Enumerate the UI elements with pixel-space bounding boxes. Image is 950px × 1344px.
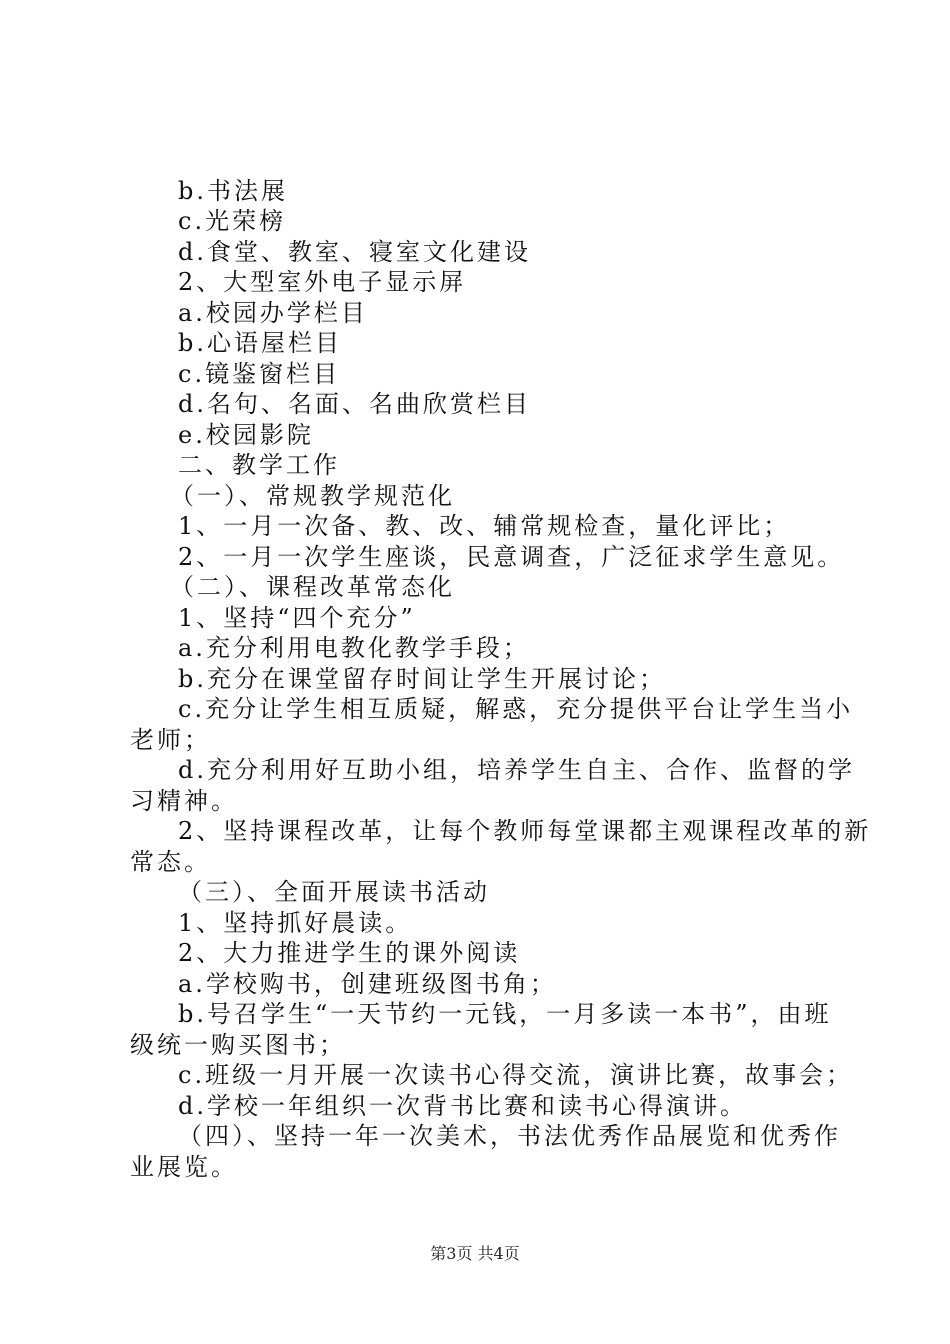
text-line: 常态。 — [130, 848, 211, 876]
text-line: e.校园影院 — [178, 421, 314, 449]
text-line: d.名句、名面、名曲欣赏栏目 — [178, 390, 531, 418]
text-line: 1、一月一次备、教、改、辅常规检查，量化评比； — [178, 512, 791, 540]
text-line: c.光荣榜 — [178, 207, 287, 235]
text-line: 1、坚持抓好晨读。 — [178, 909, 413, 937]
text-line: b.心语屋栏目 — [178, 329, 342, 357]
text-line: a.充分利用电教化教学手段； — [178, 634, 530, 662]
text-line: a.学校购书，创建班级图书角； — [178, 970, 557, 998]
text-line: d.充分利用好互助小组，培养学生自主、合作、监督的学 — [178, 756, 855, 784]
subsection-heading: （三）、全面开展读书活动 — [178, 878, 490, 906]
text-line: 2、大力推进学生的课外阅读 — [178, 939, 521, 967]
page-number-footer: 第3页 共4页 — [430, 1244, 520, 1263]
text-line: 习精神。 — [130, 787, 238, 815]
text-line: 2、大型室外电子显示屏 — [178, 268, 467, 296]
text-line: d.食堂、教室、寝室文化建设 — [178, 238, 531, 266]
text-line: b.书法展 — [178, 177, 288, 205]
subsection-heading: （四）、坚持一年一次美术，书法优秀作品展览和优秀作 — [178, 1122, 841, 1150]
text-line: 2、一月一次学生座谈，民意调查，广泛征求学生意见。 — [178, 543, 845, 571]
subsection-heading: （一）、常规教学规范化 — [170, 482, 455, 510]
text-line: 级统一购买图书； — [130, 1031, 346, 1059]
section-heading: 二、教学工作 — [178, 451, 340, 479]
text-line: 老师； — [130, 726, 211, 754]
text-line: d.学校一年组织一次背书比赛和读书心得演讲。 — [178, 1092, 747, 1120]
text-line: a.校园办学栏目 — [178, 299, 368, 327]
text-line: c.班级一月开展一次读书心得交流，演讲比赛，故事会； — [178, 1061, 854, 1089]
text-line: b.号召学生“一天节约一元钱，一月多读一本书”，由班 — [178, 1000, 832, 1028]
text-line: c.充分让学生相互质疑，解惑，充分提供平台让学生当小 — [178, 695, 854, 723]
text-line: 业展览。 — [130, 1153, 238, 1181]
text-line: 2、坚持课程改革，让每个教师每堂课都主观课程改革的新 — [178, 817, 872, 845]
text-line: 1、坚持“四个充分” — [178, 604, 416, 632]
subsection-heading: （二）、课程改革常态化 — [170, 573, 455, 601]
text-line: c.镜鉴窗栏目 — [178, 360, 341, 388]
text-line: b.充分在课堂留存时间让学生开展讨论； — [178, 665, 666, 693]
